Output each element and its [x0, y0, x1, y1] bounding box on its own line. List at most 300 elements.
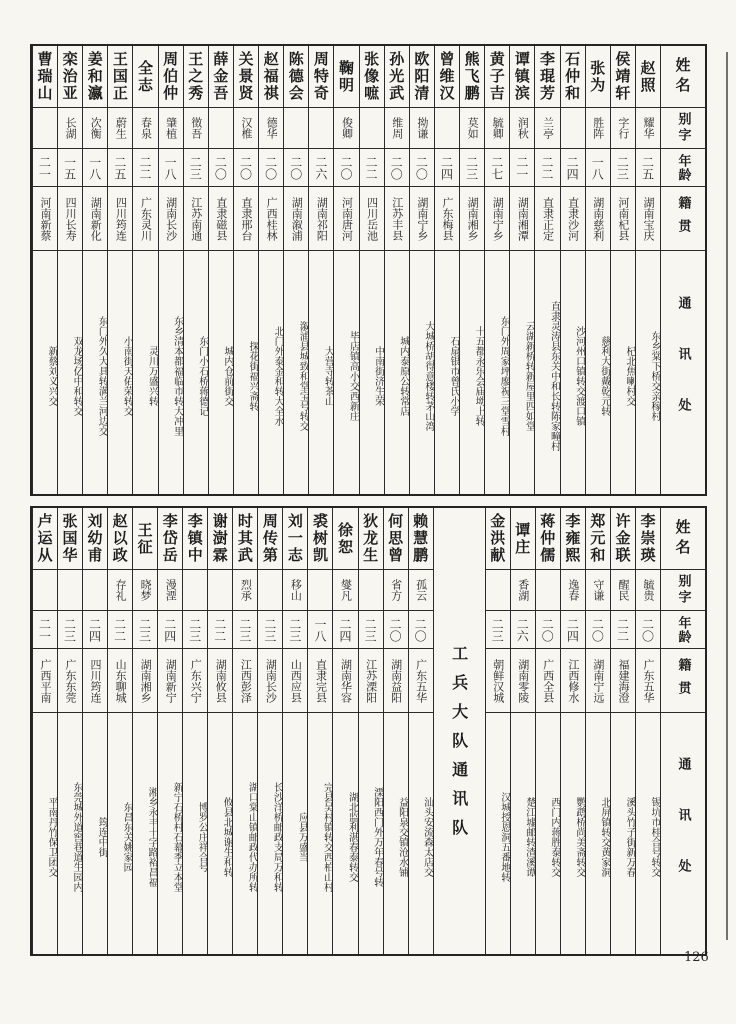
register-entry-column: [157, 508, 182, 954]
entry-name: 金洪献: [486, 508, 510, 570]
entry-native-place: 湖南湘乡: [133, 649, 157, 713]
entry-native-place: 河南杞县: [611, 187, 635, 251]
entry-native-place: 江苏南通: [184, 187, 208, 251]
entry-age: 二〇: [586, 611, 610, 649]
register-entry-column: [635, 508, 660, 954]
entry-address: 溆浦县城致和堂宝号转交: [297, 320, 309, 431]
entry-courtesy-name: 逸春: [561, 570, 585, 611]
entry-name: 李雍熙: [561, 508, 585, 570]
entry-age: 二六: [309, 149, 333, 187]
entry-address: 锡坑市桂合号转交: [649, 796, 660, 877]
entry-age: 二〇: [636, 611, 660, 649]
register-entry-column: [282, 508, 307, 954]
entry-address: 双龙场亿中和转交: [71, 335, 83, 416]
entry-age: 二一: [33, 611, 57, 649]
entry-age: 二三: [184, 149, 208, 187]
entry-native-place: 湖南新化: [83, 187, 107, 251]
entry-name: 欧阳清: [410, 46, 434, 108]
entry-address: 完县吴村镇转交西柏山村: [321, 781, 333, 892]
register-entry-column: [232, 508, 257, 954]
entry-address: 鹦鹉桥尚美斋转交: [573, 796, 585, 877]
entry-address: 湖北监利湛春泰转交: [346, 791, 358, 882]
register-entry-column: [207, 508, 232, 954]
entry-address: 东乡清本都福临市转大冲里: [171, 315, 183, 436]
entry-address: 湖口棠山镇邮政代办所转: [246, 781, 258, 892]
table-header-column: [660, 508, 705, 954]
entry-name: 赵福祺: [259, 46, 283, 108]
entry-native-place: 广西全县: [536, 649, 560, 713]
entry-name: 赵照: [636, 46, 660, 108]
entry-age: 二一: [510, 149, 534, 187]
entry-name: 蒋仲儒: [536, 508, 560, 570]
entry-name: 何思曾: [384, 508, 408, 570]
entry-address: 筠连中街: [96, 816, 108, 857]
entry-name: 薛金吾: [209, 46, 233, 108]
entry-address: 石扇银市曾氏小学: [448, 335, 459, 416]
entry-address: 东昌东关姚家园: [121, 801, 133, 872]
entry-native-place: 直隶正定: [535, 187, 559, 251]
entry-name: 栾治亚: [58, 46, 82, 108]
entry-courtesy-name: 胜阵: [586, 108, 610, 149]
entry-courtesy-name: 移山: [283, 570, 307, 611]
entry-native-place: 江苏溧阳: [359, 649, 383, 713]
entry-age: 二〇: [209, 149, 233, 187]
entry-address: 西门内蒋胜泰转交: [548, 796, 560, 877]
entry-age: 二〇: [409, 611, 433, 649]
entry-courtesy-name: 肇植: [159, 108, 183, 149]
entry-courtesy-name: [435, 108, 459, 149]
entry-courtesy-name: 次衡: [83, 108, 107, 149]
entry-age: 一八: [308, 611, 332, 649]
entry-courtesy-name: [561, 108, 585, 149]
register-entry-column: [384, 46, 409, 494]
entry-native-place: 直隶邢台: [234, 187, 258, 251]
entry-address: 溧阳西门外万年春号转: [371, 786, 383, 887]
table-header-column: [660, 46, 705, 494]
entry-native-place: 广西平南: [33, 649, 57, 713]
entry-name: 谢澍霖: [208, 508, 232, 570]
entry-age: 二三: [233, 611, 257, 649]
entry-courtesy-name: 俊卿: [334, 108, 358, 149]
header-address: 通讯处: [675, 757, 691, 910]
entry-courtesy-name: [33, 570, 57, 611]
entry-courtesy-name: 烈承: [233, 570, 257, 611]
entry-courtesy-name: 兰亭: [535, 108, 559, 149]
entry-name: 卢运从: [33, 508, 57, 570]
register-entry-column: [434, 46, 459, 494]
entry-address: 十五都永乐会庙坳上转: [473, 325, 485, 426]
entry-age: 二〇: [334, 149, 358, 187]
register-entry-column: [635, 46, 660, 494]
entry-courtesy-name: 字行: [611, 108, 635, 149]
entry-courtesy-name: [58, 570, 82, 611]
entry-name: 李镇中: [183, 508, 207, 570]
entry-courtesy-name: [33, 108, 57, 149]
entry-address: 中南街济生荣: [372, 345, 384, 406]
entry-age: 二四: [83, 611, 107, 649]
entry-address: 益阳泉交镇沧水铺: [396, 796, 408, 877]
register-entry-column: [57, 46, 82, 494]
register-entry-column: [132, 508, 157, 954]
entry-age: 二二: [611, 611, 635, 649]
entry-courtesy-name: 汉椎: [234, 108, 258, 149]
entry-name: 李琨芳: [535, 46, 559, 108]
entry-age: 二三: [133, 611, 157, 649]
entry-name: 侯靖轩: [611, 46, 635, 108]
entry-name: 周伯仲: [159, 46, 183, 108]
entry-age: 一八: [586, 149, 610, 187]
register-entry-column: [484, 46, 509, 494]
entry-native-place: 福建海澄: [611, 649, 635, 713]
entry-native-place: 广东五华: [636, 649, 660, 713]
entry-courtesy-name: [208, 570, 232, 611]
entry-address: 沙河州口镇转交渡口镇: [573, 325, 585, 426]
entry-name: 陈德会: [284, 46, 308, 108]
entry-native-place: 湖南湘乡: [460, 187, 484, 251]
entry-age: 一八: [159, 149, 183, 187]
entry-age: 二四: [561, 611, 585, 649]
register-entry-column: [409, 46, 434, 494]
register-entry-column: [383, 508, 408, 954]
entry-name: 郑元和: [586, 508, 610, 570]
entry-native-place: 广东灵川: [133, 187, 157, 251]
entry-name: 黄子吉: [485, 46, 509, 108]
entry-age: 二四: [561, 149, 585, 187]
entry-courtesy-name: [309, 108, 333, 149]
section-divider-engineer-battalion-signal-corps: 工兵大队通讯队: [433, 508, 485, 954]
entry-courtesy-name: [258, 570, 282, 611]
entry-courtesy-name: 省方: [384, 570, 408, 611]
register-entry-column: [57, 508, 82, 954]
register-entry-column: [107, 46, 132, 494]
register-table-top: [30, 44, 707, 496]
entry-courtesy-name: [359, 570, 383, 611]
entry-native-place: 河南新蔡: [33, 187, 57, 251]
register-entry-column: [258, 46, 283, 494]
register-entry-column: [158, 46, 183, 494]
entry-address: 东门外周家坪廖祝三堂雪村: [498, 315, 510, 436]
entry-native-place: 四川岳池: [360, 187, 384, 251]
entry-age: 二六: [511, 611, 535, 649]
entry-name: 裘树凯: [308, 508, 332, 570]
entry-age: 二〇: [410, 149, 434, 187]
entry-name: 张国华: [58, 508, 82, 570]
entry-courtesy-name: 毓贵: [636, 570, 660, 611]
header-age: 年龄: [661, 149, 705, 187]
entry-name: 谭庄: [511, 508, 535, 570]
entry-native-place: 湖南长沙: [159, 187, 183, 251]
header-address: 通讯处: [675, 296, 691, 449]
entry-name: 周传第: [258, 508, 282, 570]
header-age: 年龄: [661, 611, 705, 649]
entry-native-place: 四川筠连: [83, 649, 107, 713]
entry-address: 大城桥胡得意楼转茅山湾: [422, 320, 434, 431]
entry-address: 杞北焦喇村交: [623, 345, 635, 406]
register-entry-column: [560, 46, 585, 494]
entry-age: 一八: [83, 149, 107, 187]
entry-name: 鞠明: [334, 46, 358, 108]
entry-courtesy-name: 毓卿: [485, 108, 509, 149]
entry-courtesy-name: [360, 108, 384, 149]
entry-name: 狄龙生: [359, 508, 383, 570]
register-entry-column: [610, 46, 635, 494]
register-entry-column: [132, 46, 157, 494]
entry-courtesy-name: 润秋: [510, 108, 534, 149]
entry-age: 二七: [485, 149, 509, 187]
entry-native-place: 广东梅县: [435, 187, 459, 251]
entry-native-place: 湖南长沙: [258, 649, 282, 713]
entry-age: 二三: [183, 611, 207, 649]
entry-native-place: 广东五华: [409, 649, 433, 713]
register-entry-column: [560, 508, 585, 954]
entry-address: 慈利大街戴乾元转: [598, 335, 610, 416]
entry-address: 城内仓前街交: [221, 345, 233, 406]
entry-courtesy-name: 存礼: [108, 570, 132, 611]
entry-name: 石仲和: [561, 46, 585, 108]
entry-native-place: 江西彭泽: [233, 649, 257, 713]
header-name: 姓名: [661, 508, 705, 570]
entry-address: 大营寺转茶山: [322, 345, 334, 406]
entry-address: 新宁石桥村石幕季立本堂: [171, 781, 183, 892]
entry-name: 时其武: [233, 508, 257, 570]
entry-address: 汉城授恩洞五番地转: [498, 791, 510, 882]
register-entry-column: [359, 46, 384, 494]
entry-age: 二三: [611, 149, 635, 187]
entry-name: 张像嗻: [360, 46, 384, 108]
header-courtesy-name: 别字: [661, 108, 705, 149]
entry-courtesy-name: 维周: [385, 108, 409, 149]
entry-address: 东莞城外道窖巷道生园内: [71, 781, 83, 892]
register-entry-column: [32, 46, 57, 494]
entry-age: 二四: [333, 611, 357, 649]
entry-native-place: 湖南祁阳: [309, 187, 333, 251]
entry-courtesy-name: [83, 570, 107, 611]
entry-native-place: 湖南宁远: [586, 649, 610, 713]
header-name: 姓名: [661, 46, 705, 108]
register-entry-column: [459, 46, 484, 494]
register-entry-column: [408, 508, 433, 954]
entry-age: 二五: [636, 149, 660, 187]
entry-native-place: 山东聊城: [108, 649, 132, 713]
entry-courtesy-name: 守谦: [586, 570, 610, 611]
register-entry-column: [332, 508, 357, 954]
register-entry-column: [485, 508, 510, 954]
entry-address: 东乡棠下桥交亲稼村: [649, 330, 660, 421]
entry-age: 二一: [33, 149, 57, 187]
entry-name: 谭镇滨: [510, 46, 534, 108]
entry-address: 平南丹竹保卫团交: [45, 796, 57, 877]
book-edge-line: [726, 52, 728, 940]
register-entry-column: [257, 508, 282, 954]
header-native-place: 籍贯: [661, 187, 705, 251]
entry-address: 湘乡永丰十字路裕昌福: [146, 786, 158, 887]
entry-courtesy-name: 拗谦: [410, 108, 434, 149]
entry-courtesy-name: 燮凡: [333, 570, 357, 611]
page-number: 126: [684, 950, 709, 965]
register-entry-column: [510, 508, 535, 954]
entry-name: 王国正: [108, 46, 132, 108]
header-native-place: 籍贯: [661, 649, 705, 713]
entry-name: 姜和瀛: [83, 46, 107, 108]
entry-name: 赵以政: [108, 508, 132, 570]
entry-address: 北门外泰金和转大全水: [272, 325, 284, 426]
entry-address: 攸县北城谢生和转: [221, 796, 233, 877]
entry-age: 二五: [108, 149, 132, 187]
entry-address: 毕店镇高小交西新庄: [347, 330, 359, 421]
register-entry-column: [283, 46, 308, 494]
entry-address: 溪头竹子街新万春: [623, 796, 635, 877]
entry-native-place: 广东东莞: [58, 649, 82, 713]
register-table-bottom: [30, 506, 707, 956]
entry-native-place: 湖南宁乡: [485, 187, 509, 251]
entry-age: 一五: [58, 149, 82, 187]
entry-courtesy-name: 香湖: [511, 570, 535, 611]
entry-address: 楚江墟邮转渣溪谭: [523, 796, 535, 877]
register-entry-column: [183, 46, 208, 494]
entry-age: 二四: [435, 149, 459, 187]
entry-native-place: 山西应县: [283, 649, 307, 713]
entry-name: 李崇瑛: [636, 508, 660, 570]
entry-native-place: 直隶沙河: [561, 187, 585, 251]
entry-age: 二二: [535, 149, 559, 187]
entry-courtesy-name: 蔚生: [108, 108, 132, 149]
entry-courtesy-name: [308, 570, 332, 611]
entry-native-place: 朝鲜汉城: [486, 649, 510, 713]
entry-name: 孙光武: [385, 46, 409, 108]
entry-name: 熊飞鹏: [460, 46, 484, 108]
register-entry-column: [509, 46, 534, 494]
entry-age: 二二: [108, 611, 132, 649]
entry-address: 东门外久大具转满兰河边交: [96, 315, 108, 436]
register-entry-column: [535, 508, 560, 954]
entry-age: 二〇: [234, 149, 258, 187]
entry-courtesy-name: 春泉: [133, 108, 157, 149]
entry-courtesy-name: 长湖: [58, 108, 82, 149]
entry-address: 灵川万盛兴转: [146, 345, 158, 406]
register-entry-column: [107, 508, 132, 954]
entry-name: 曹瑞山: [33, 46, 57, 108]
entry-age: 二三: [486, 611, 510, 649]
register-entry-column: [82, 46, 107, 494]
entry-age: 二〇: [259, 149, 283, 187]
header-courtesy-name: 别字: [661, 570, 705, 611]
entry-courtesy-name: [183, 570, 207, 611]
entry-native-place: 湖南宁乡: [410, 187, 434, 251]
register-entry-column: [308, 46, 333, 494]
entry-age: 二〇: [536, 611, 560, 649]
entry-native-place: 江西修水: [561, 649, 585, 713]
entry-address: 应县万盛当: [296, 811, 308, 862]
entry-name: 刘一志: [283, 508, 307, 570]
register-entry-column: [32, 508, 57, 954]
entry-age: 二〇: [385, 149, 409, 187]
entry-age: 二二: [360, 149, 384, 187]
entry-courtesy-name: 孤云: [409, 570, 433, 611]
entry-age: 二二: [133, 149, 157, 187]
entry-name: 刘幼甫: [83, 508, 107, 570]
entry-address: 北屏镇转交黄家洞: [598, 796, 610, 877]
entry-courtesy-name: 漫湮: [158, 570, 182, 611]
entry-address: 小南街天佑荣转交: [121, 335, 133, 416]
entry-name: 曾维汉: [435, 46, 459, 108]
entry-courtesy-name: 醒民: [611, 570, 635, 611]
entry-name: 徐恕: [333, 508, 357, 570]
entry-native-place: 湖南攸县: [208, 649, 232, 713]
entry-native-place: 广西桂林: [259, 187, 283, 251]
register-entry-column: [307, 508, 332, 954]
entry-name: 张为: [586, 46, 610, 108]
entry-age: 二三: [460, 149, 484, 187]
entry-native-place: 湖南宝庆: [636, 187, 660, 251]
register-entry-column: [534, 46, 559, 494]
entry-courtesy-name: 莫如: [460, 108, 484, 149]
entry-address: 长沙洋桥邮政支局万和转: [271, 781, 283, 892]
entry-courtesy-name: 耀华: [636, 108, 660, 149]
entry-age: 二三: [283, 611, 307, 649]
entry-native-place: 河南唐河: [334, 187, 358, 251]
entry-courtesy-name: [536, 570, 560, 611]
entry-address: 城内泰原公转常店: [397, 335, 409, 416]
entry-name: 全志: [133, 46, 157, 108]
entry-courtesy-name: [486, 570, 510, 611]
register-entry-column: [358, 508, 383, 954]
entry-courtesy-name: 晓梦: [133, 570, 157, 611]
entry-age: 二四: [158, 611, 182, 649]
entry-courtesy-name: 德华: [259, 108, 283, 149]
register-entry-column: [208, 46, 233, 494]
entry-age: 二〇: [384, 611, 408, 649]
entry-native-place: 湖南零陵: [511, 649, 535, 713]
entry-name: 王征: [133, 508, 157, 570]
entry-address: 云湖新桥转新屋里四如堂: [523, 320, 535, 431]
entry-name: 许金联: [611, 508, 635, 570]
entry-courtesy-name: [284, 108, 308, 149]
register-entry-column: [182, 508, 207, 954]
entry-address: 探花街福兴斋转: [247, 340, 258, 411]
entry-native-place: 湖南慈利: [586, 187, 610, 251]
entry-address: 博罗公庄祥合号: [196, 801, 208, 872]
entry-age: 二三: [58, 611, 82, 649]
entry-native-place: 直隶磁县: [209, 187, 233, 251]
entry-address: 直隶灵涛县东关中和长转陈家疃村: [548, 300, 560, 451]
entry-age: 二三: [258, 611, 282, 649]
entry-name: 李岱岳: [158, 508, 182, 570]
entry-courtesy-name: [209, 108, 233, 149]
entry-native-place: 广东兴宁: [183, 649, 207, 713]
entry-native-place: 湖南湘潭: [510, 187, 534, 251]
entry-age: 二〇: [284, 149, 308, 187]
entry-native-place: 湖南益阳: [384, 649, 408, 713]
entry-age: 二二: [208, 611, 232, 649]
entry-address: 汕头安流森太店交: [421, 796, 433, 877]
register-entry-column: [585, 46, 610, 494]
entry-name: 关景贤: [234, 46, 258, 108]
entry-courtesy-name: 徵吾: [184, 108, 208, 149]
entry-native-place: 直隶完县: [308, 649, 332, 713]
entry-native-place: 四川长寿: [58, 187, 82, 251]
entry-native-place: 湖南华容: [333, 649, 357, 713]
register-entry-column: [333, 46, 358, 494]
register-entry-column: [82, 508, 107, 954]
entry-native-place: 湖南溆浦: [284, 187, 308, 251]
register-entry-column: [610, 508, 635, 954]
entry-name: 赖慧鹏: [409, 508, 433, 570]
entry-age: 二三: [359, 611, 383, 649]
entry-name: 周特奇: [309, 46, 333, 108]
register-entry-column: [233, 46, 258, 494]
entry-native-place: 江苏丰县: [385, 187, 409, 251]
register-entry-column: [585, 508, 610, 954]
